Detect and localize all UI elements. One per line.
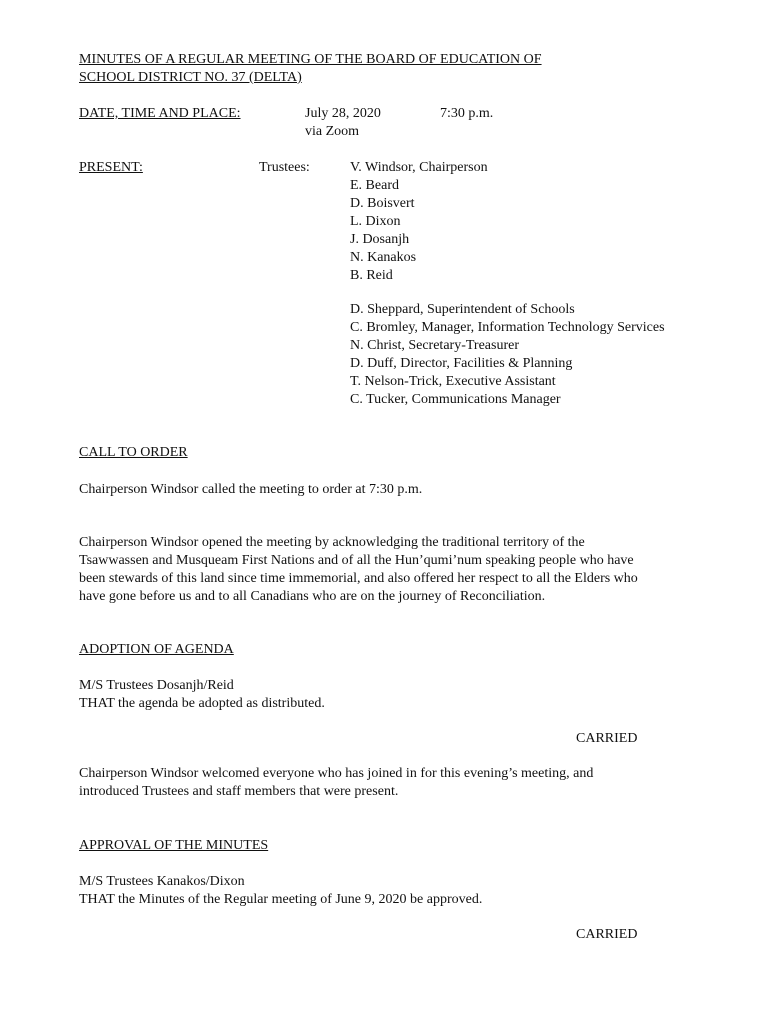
acknowledgement-paragraph — [79, 534, 638, 606]
staff-item: N. Christ, Secretary-Treasurer — [350, 338, 519, 353]
staff-item: T. Nelson-Trick, Executive Assistant — [350, 374, 556, 389]
paragraph-line: been stewards of this land since time immemorial, and also offered her respect to all the Elders who — [79, 571, 638, 586]
trustee-item: D. Boisvert — [350, 196, 415, 211]
agenda-carried: CARRIED — [576, 731, 638, 746]
minutes-motion: M/S Trustees Kanakos/Dixon — [79, 874, 245, 889]
staff-item: C. Tucker, Communications Manager — [350, 392, 561, 407]
paragraph-line: introduced Trustees and staff members that were present. — [79, 784, 399, 799]
trustees-label: Trustees: — [259, 160, 310, 175]
trustee-item: J. Dosanjh — [350, 232, 410, 247]
trustee-item: E. Beard — [350, 178, 399, 193]
paragraph-line: Chairperson Windsor welcomed everyone who has joined in for this evening’s meeting, and — [79, 766, 594, 781]
adoption-of-agenda-heading: ADOPTION OF AGENDA — [79, 642, 234, 657]
staff-list — [350, 301, 665, 409]
meeting-date: July 28, 2020 — [305, 106, 381, 121]
agenda-motion: M/S Trustees Dosanjh/Reid — [79, 678, 234, 693]
call-to-order-heading: CALL TO ORDER — [79, 445, 188, 460]
trustee-item: V. Windsor, Chairperson — [350, 160, 488, 175]
approval-of-minutes-heading: APPROVAL OF THE MINUTES — [79, 838, 269, 853]
trustee-item: B. Reid — [350, 268, 393, 283]
trustee-item: L. Dixon — [350, 214, 401, 229]
title-line-1: MINUTES OF A REGULAR MEETING OF THE BOARD OF EDUCATION OF — [79, 52, 542, 67]
date-time-place-label: DATE, TIME AND PLACE: — [79, 106, 241, 121]
trustees-list — [350, 159, 488, 285]
trustee-item: N. Kanakos — [350, 250, 417, 265]
minutes-carried: CARRIED — [576, 927, 638, 942]
staff-item: C. Bromley, Manager, Information Technology Services — [350, 320, 665, 335]
staff-item: D. Duff, Director, Facilities & Planning — [350, 356, 573, 371]
staff-item: D. Sheppard, Superintendent of Schools — [350, 302, 575, 317]
present-label: PRESENT: — [79, 160, 143, 175]
paragraph-line: have gone before us and to all Canadians who are on the journey of Reconciliation. — [79, 589, 546, 604]
agenda-resolution: THAT the agenda be adopted as distributed. — [79, 696, 325, 711]
paragraph-line: Chairperson Windsor opened the meeting by acknowledging the traditional territory of the — [79, 535, 585, 550]
title-line-2: SCHOOL DISTRICT NO. 37 (DELTA) — [79, 70, 302, 85]
meeting-time: 7:30 p.m. — [440, 106, 494, 121]
minutes-resolution: THAT the Minutes of the Regular meeting of June 9, 2020 be approved. — [79, 892, 483, 907]
paragraph-line: Tsawwassen and Musqueam First Nations and of all the Hun’qumi’num speaking people who have — [79, 553, 634, 568]
call-to-order-text: Chairperson Windsor called the meeting to order at 7:30 p.m. — [79, 482, 423, 497]
welcome-paragraph — [79, 765, 593, 801]
meeting-place: via Zoom — [305, 124, 360, 139]
